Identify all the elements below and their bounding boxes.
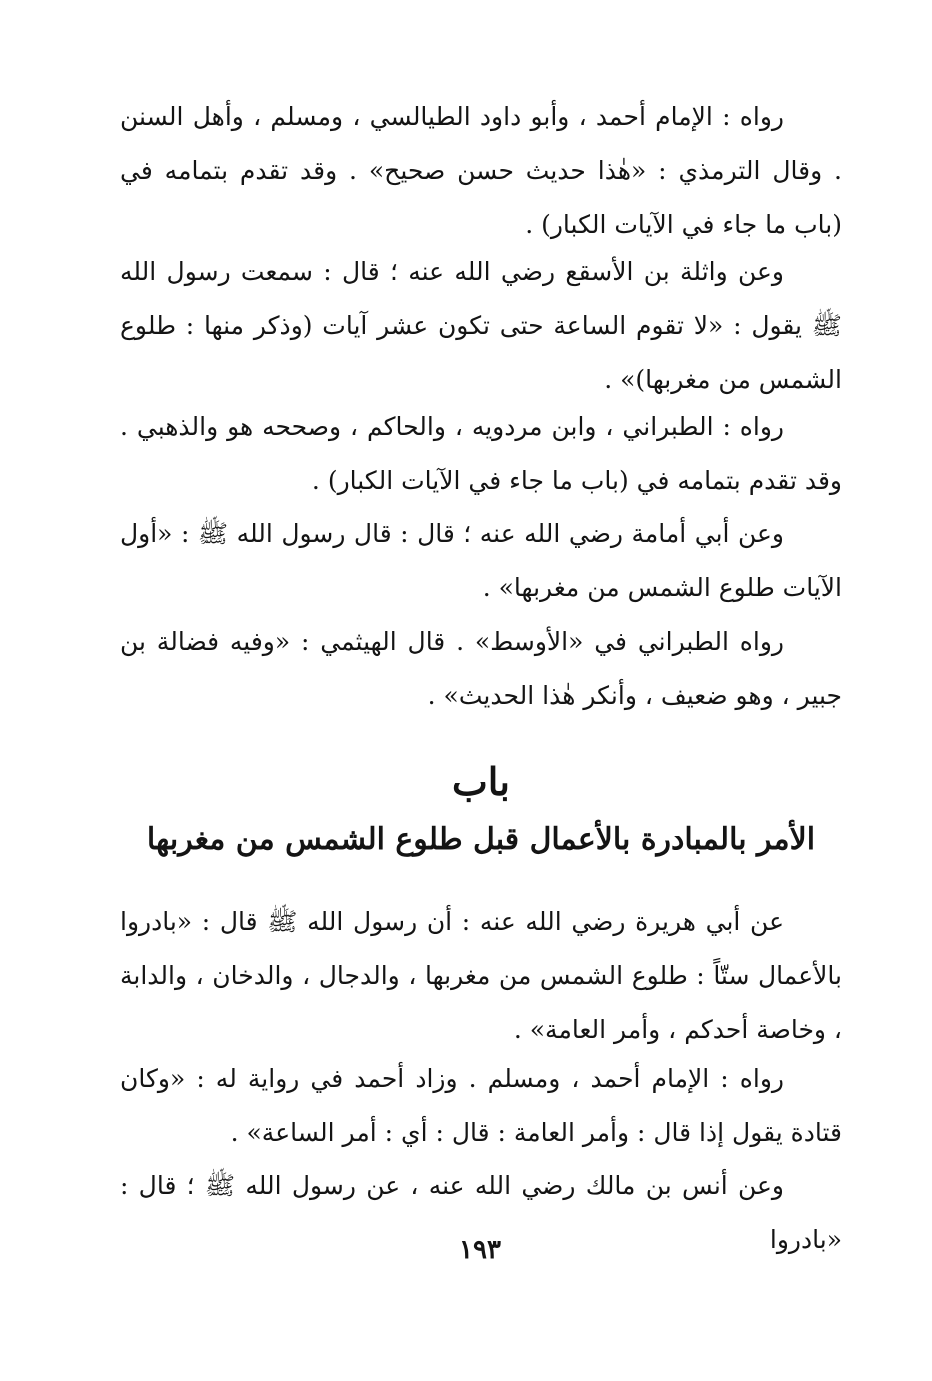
paragraph-narration-4: رواه : الإمام أحمد ، ومسلم . وزاد أحمد في رواية له : «وكان قتادة يقول إذا قال : وأمر العامة : قال : أي : أمر الساعة» .: [120, 1064, 842, 1147]
paragraph-hadith-abu-umama: وعن أبي أمامة رضي الله عنه ؛ قال : قال رسول الله ﷺ : «أول الآيات طلوع الشمس من مغربها» .: [120, 519, 842, 602]
paragraph-hadith-wathila: وعن واثلة بن الأسقع رضي الله عنه ؛ قال : سمعت رسول الله ﷺ يقول : «لا تقوم الساعة حتى تكون عشر آيات (وذكر منها : طلوع الشمس من مغربها)» .: [120, 257, 842, 394]
paragraph-narration-2: رواه : الطبراني ، وابن مردويه ، والحاكم ، وصححه هو والذهبي . وقد تقدم بتمامه في (باب ما جاء في الآيات الكبار) .: [120, 412, 842, 495]
paragraph-narration-1: رواه : الإمام أحمد ، وأبو داود الطيالسي ، ومسلم ، وأهل السنن . وقال الترمذي : «هٰذا حديث حسن صحيح» . وقد تقدم بتمامه في (باب ما جاء في الآيات الكبار) .: [120, 102, 842, 239]
paragraph-narration-3: رواه الطبراني في «الأوسط» . قال الهيثمي : «وفيه فضالة بن جبير ، وهو ضعيف ، وأنكر هٰذا الحديث» .: [120, 627, 842, 710]
chapter-heading: باب: [452, 759, 510, 804]
paragraph-hadith-anas: وعن أنس بن مالك رضي الله عنه ، عن رسول الله ﷺ ؛ قال : «بادروا: [120, 1171, 842, 1254]
page-number: ١٩٣: [459, 1235, 501, 1265]
paragraph-hadith-abu-hurayra: عن أبي هريرة رضي الله عنه : أن رسول الله ﷺ قال : «بادروا بالأعمال ستّاً : طلوع الشمس من مغربها ، والدجال ، والدخان ، والدابة ، وخاصة أحدكم ، وأمر العامة» .: [120, 907, 842, 1044]
chapter-title: الأمر بالمبادرة بالأعمال قبل طلوع الشمس من مغربها: [146, 822, 816, 857]
